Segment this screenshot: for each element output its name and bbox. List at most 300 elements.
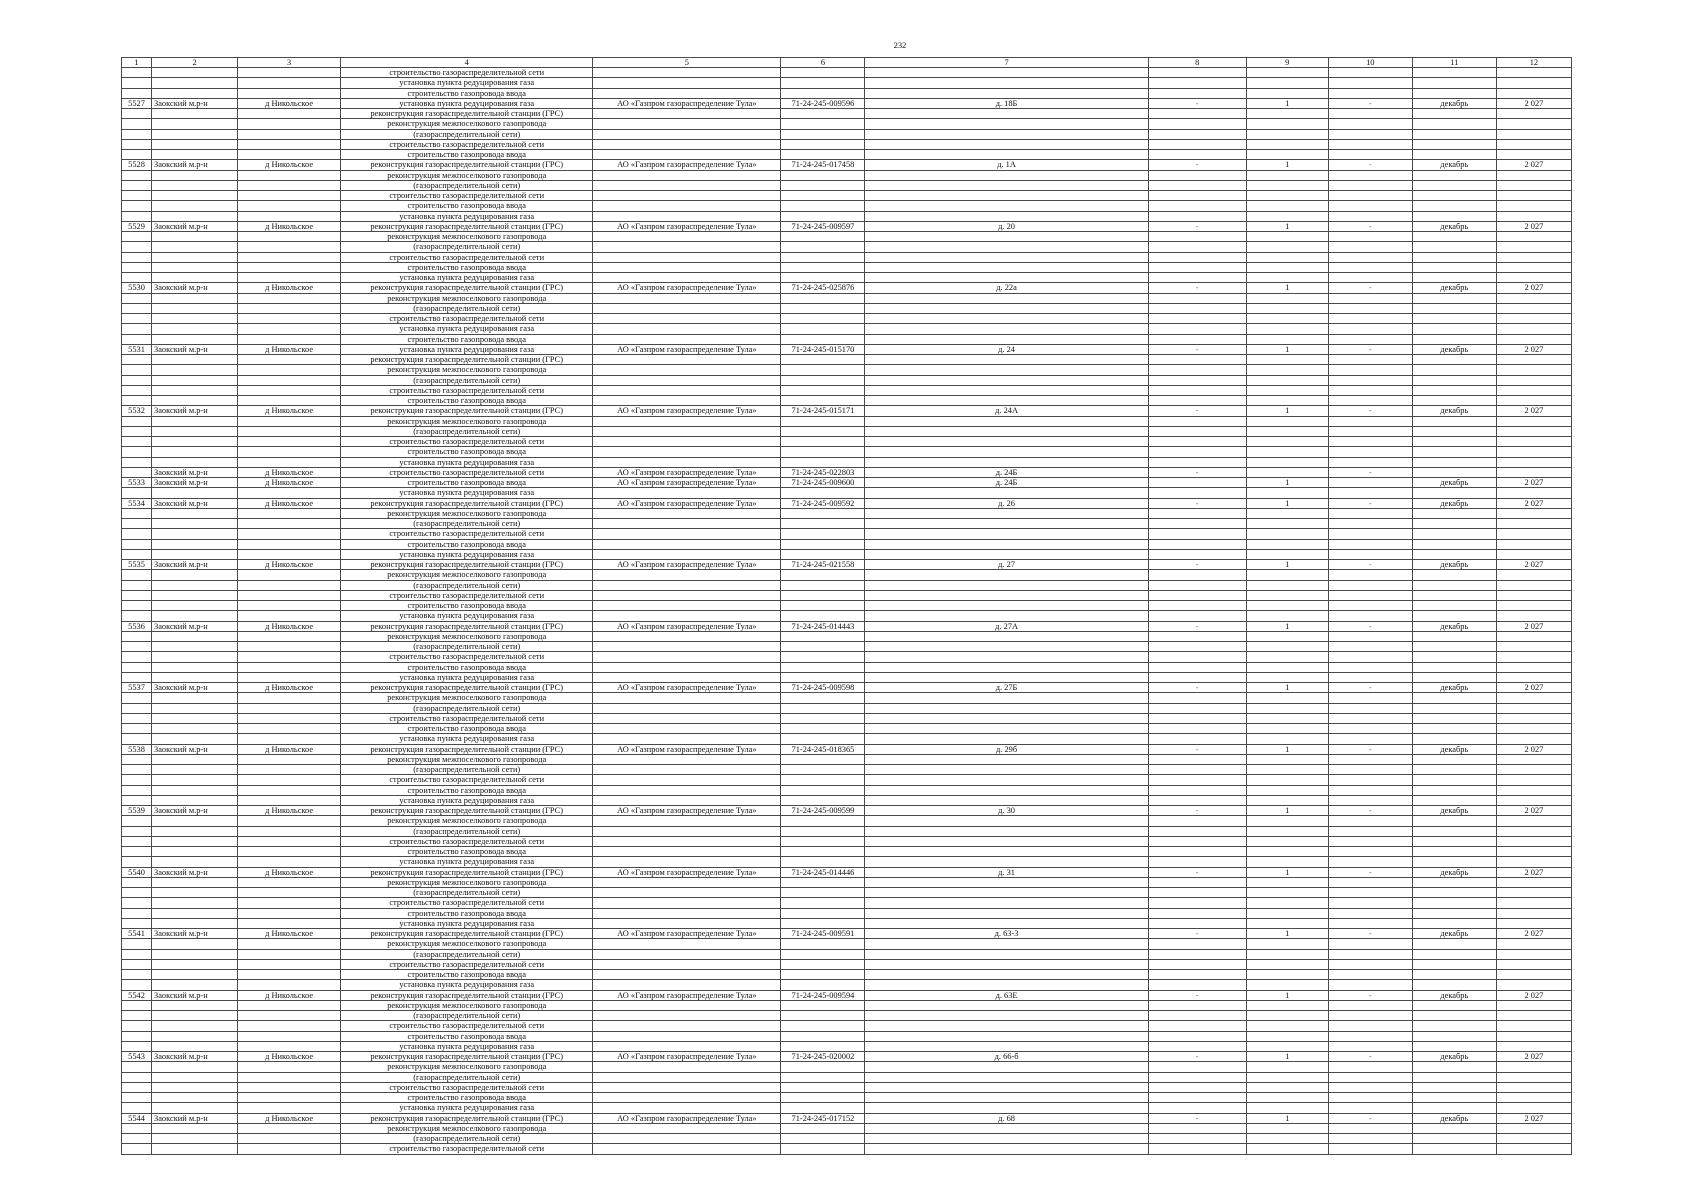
- month-cell: [1412, 980, 1496, 990]
- col-9-value-cell: [1246, 129, 1328, 139]
- address-cell: [865, 734, 1148, 744]
- organization-cell: [593, 437, 781, 447]
- address-cell: [865, 795, 1148, 805]
- address-cell: [865, 191, 1148, 201]
- table-row: [122, 918, 1572, 928]
- month-cell: [1412, 273, 1496, 283]
- district-cell: [152, 355, 238, 365]
- col-9-value-cell: [1246, 78, 1328, 88]
- table-row: [122, 816, 1572, 826]
- table-row: [122, 375, 1572, 385]
- month-cell: [1412, 1021, 1496, 1031]
- year-cell: [1496, 888, 1571, 898]
- address-cell: [865, 262, 1148, 272]
- col-10-value-cell: [1328, 252, 1412, 262]
- organization-cell: [593, 754, 781, 764]
- row-number-cell: 5534: [122, 498, 152, 508]
- work-type-cell: строительство газопровода ввода: [341, 601, 593, 611]
- address-cell: [865, 365, 1148, 375]
- organization-cell: [593, 1011, 781, 1021]
- year-cell: [1496, 334, 1571, 344]
- col-8-value-cell: [1148, 529, 1246, 539]
- work-type-cell: реконструкция газораспределительной станции (ГРС): [341, 929, 593, 939]
- organization-cell: [593, 519, 781, 529]
- settlement-cell: [238, 1072, 341, 1082]
- object-code-cell: [781, 1062, 865, 1072]
- address-cell: [865, 662, 1148, 672]
- year-cell: [1496, 129, 1571, 139]
- work-type-cell: строительство газораспределительной сети: [341, 314, 593, 324]
- col-10-value-cell: [1328, 816, 1412, 826]
- col-10-value-cell: [1328, 775, 1412, 785]
- row-number-cell: [122, 467, 152, 477]
- district-cell: [152, 642, 238, 652]
- district-cell: [152, 765, 238, 775]
- address-cell: д. 31: [865, 867, 1148, 877]
- work-type-cell: реконструкция газораспределительной станции (ГРС): [341, 283, 593, 293]
- table-row: [122, 211, 1572, 221]
- address-cell: [865, 334, 1148, 344]
- organization-cell: [593, 734, 781, 744]
- settlement-cell: [238, 1000, 341, 1010]
- address-cell: [865, 119, 1148, 129]
- col-8-value-cell: [1148, 642, 1246, 652]
- year-cell: [1496, 713, 1571, 723]
- col-8-value-cell: [1148, 939, 1246, 949]
- district-cell: [152, 888, 238, 898]
- organization-cell: [593, 262, 781, 272]
- col-10-value-cell: [1328, 939, 1412, 949]
- col-10-value-cell: [1328, 539, 1412, 549]
- settlement-cell: д Никольское: [238, 344, 341, 354]
- organization-cell: [593, 713, 781, 723]
- year-cell: [1496, 631, 1571, 641]
- table-row: [122, 929, 1572, 939]
- table-row: [122, 1041, 1572, 1051]
- table-row: [122, 119, 1572, 129]
- col-9-value-cell: 1: [1246, 1113, 1328, 1123]
- table-row: [122, 939, 1572, 949]
- row-number-cell: [122, 262, 152, 272]
- month-cell: [1412, 447, 1496, 457]
- row-number-cell: 5539: [122, 806, 152, 816]
- month-cell: [1412, 652, 1496, 662]
- month-cell: [1412, 795, 1496, 805]
- col-8-value-cell: -: [1148, 1052, 1246, 1062]
- col-10-value-cell: [1328, 334, 1412, 344]
- col-8-value-cell: [1148, 1021, 1246, 1031]
- month-cell: [1412, 232, 1496, 242]
- object-code-cell: [781, 519, 865, 529]
- settlement-cell: [238, 1062, 341, 1072]
- col-10-value-cell: [1328, 1011, 1412, 1021]
- col-9-value-cell: [1246, 447, 1328, 457]
- district-cell: [152, 396, 238, 406]
- year-cell: [1496, 642, 1571, 652]
- work-type-cell: установка пункта редуцирования газа: [341, 488, 593, 498]
- district-cell: [152, 724, 238, 734]
- settlement-cell: [238, 88, 341, 98]
- district-cell: [152, 109, 238, 119]
- col-9-value-cell: [1246, 980, 1328, 990]
- object-code-cell: [781, 970, 865, 980]
- col-8-value-cell: -: [1148, 744, 1246, 754]
- object-code-cell: [781, 775, 865, 785]
- work-type-cell: (газораспределительной сети): [341, 375, 593, 385]
- settlement-cell: [238, 355, 341, 365]
- row-number-cell: [122, 314, 152, 324]
- object-code-cell: [781, 396, 865, 406]
- organization-cell: [593, 775, 781, 785]
- col-8-value-cell: [1148, 590, 1246, 600]
- work-type-cell: реконструкция газораспределительной станции (ГРС): [341, 406, 593, 416]
- month-cell: [1412, 724, 1496, 734]
- district-cell: [152, 939, 238, 949]
- year-cell: 2 027: [1496, 1113, 1571, 1123]
- col-8-value-cell: [1148, 273, 1246, 283]
- year-cell: 2 027: [1496, 1052, 1571, 1062]
- year-cell: [1496, 693, 1571, 703]
- work-type-cell: (газораспределительной сети): [341, 703, 593, 713]
- year-cell: 2 027: [1496, 98, 1571, 108]
- address-cell: [865, 1021, 1148, 1031]
- district-cell: [152, 314, 238, 324]
- object-code-cell: [781, 642, 865, 652]
- col-10-value-cell: [1328, 888, 1412, 898]
- work-type-cell: (газораспределительной сети): [341, 242, 593, 252]
- district-cell: [152, 601, 238, 611]
- object-code-cell: [781, 262, 865, 272]
- settlement-cell: [238, 877, 341, 887]
- address-cell: [865, 139, 1148, 149]
- month-cell: [1412, 365, 1496, 375]
- col-9-value-cell: [1246, 1082, 1328, 1092]
- district-cell: [152, 1123, 238, 1133]
- work-type-cell: установка пункта редуцирования газа: [341, 980, 593, 990]
- col-8-value-cell: [1148, 355, 1246, 365]
- month-cell: [1412, 580, 1496, 590]
- month-cell: [1412, 549, 1496, 559]
- year-cell: [1496, 611, 1571, 621]
- col-10-value-cell: -: [1328, 406, 1412, 416]
- organization-cell: [593, 888, 781, 898]
- address-cell: [865, 765, 1148, 775]
- month-cell: [1412, 959, 1496, 969]
- row-number-cell: [122, 519, 152, 529]
- address-cell: [865, 314, 1148, 324]
- settlement-cell: [238, 1011, 341, 1021]
- organization-cell: [593, 857, 781, 867]
- col-8-value-cell: [1148, 775, 1246, 785]
- address-cell: [865, 1134, 1148, 1144]
- address-cell: д. 1А: [865, 160, 1148, 170]
- work-type-cell: строительство газопровода ввода: [341, 478, 593, 488]
- organization-cell: АО «Газпром газораспределение Тула»: [593, 498, 781, 508]
- district-cell: [152, 847, 238, 857]
- month-cell: декабрь: [1412, 406, 1496, 416]
- table-row: [122, 683, 1572, 693]
- row-number-cell: [122, 785, 152, 795]
- settlement-cell: [238, 918, 341, 928]
- object-code-cell: [781, 324, 865, 334]
- row-number-cell: [122, 877, 152, 887]
- row-number-cell: [122, 611, 152, 621]
- col-8-value-cell: [1148, 78, 1246, 88]
- work-type-cell: строительство газопровода ввода: [341, 970, 593, 980]
- col-8-value-cell: [1148, 437, 1246, 447]
- organization-cell: АО «Газпром газораспределение Тула»: [593, 406, 781, 416]
- row-number-cell: [122, 365, 152, 375]
- organization-cell: [593, 590, 781, 600]
- month-cell: [1412, 590, 1496, 600]
- settlement-cell: [238, 529, 341, 539]
- district-cell: Заокский м.р-н: [152, 344, 238, 354]
- month-cell: [1412, 939, 1496, 949]
- year-cell: 2 027: [1496, 560, 1571, 570]
- col-10-value-cell: [1328, 293, 1412, 303]
- col-10-value-cell: [1328, 857, 1412, 867]
- col-8-value-cell: -: [1148, 621, 1246, 631]
- year-cell: [1496, 703, 1571, 713]
- object-code-cell: 71-24-245-014446: [781, 867, 865, 877]
- work-type-cell: строительство газопровода ввода: [341, 724, 593, 734]
- table-row: [122, 570, 1572, 580]
- district-cell: [152, 898, 238, 908]
- settlement-cell: [238, 580, 341, 590]
- year-cell: [1496, 293, 1571, 303]
- row-number-cell: 5536: [122, 621, 152, 631]
- organization-cell: [593, 959, 781, 969]
- work-type-cell: реконструкция межпоселкового газопровода: [341, 631, 593, 641]
- row-number-cell: 5531: [122, 344, 152, 354]
- address-cell: [865, 1041, 1148, 1051]
- table-row: [122, 457, 1572, 467]
- row-number-cell: [122, 652, 152, 662]
- row-number-cell: [122, 139, 152, 149]
- col-8-value-cell: [1148, 713, 1246, 723]
- col-10-value-cell: [1328, 232, 1412, 242]
- object-code-cell: 71-24-245-009596: [781, 98, 865, 108]
- year-cell: [1496, 303, 1571, 313]
- district-cell: [152, 437, 238, 447]
- col-8-value-cell: [1148, 672, 1246, 682]
- year-cell: [1496, 847, 1571, 857]
- address-cell: [865, 303, 1148, 313]
- organization-cell: [593, 611, 781, 621]
- table-row: [122, 980, 1572, 990]
- district-cell: [152, 980, 238, 990]
- object-code-cell: [781, 877, 865, 887]
- object-code-cell: 71-24-245-017152: [781, 1113, 865, 1123]
- col-9-value-cell: 1: [1246, 1052, 1328, 1062]
- settlement-cell: [238, 826, 341, 836]
- col-10-value-cell: -: [1328, 283, 1412, 293]
- col-9-value-cell: [1246, 180, 1328, 190]
- year-cell: [1496, 375, 1571, 385]
- col-9-value-cell: 1: [1246, 221, 1328, 231]
- settlement-cell: [238, 232, 341, 242]
- address-cell: [865, 1000, 1148, 1010]
- col-10-value-cell: [1328, 652, 1412, 662]
- address-cell: [865, 457, 1148, 467]
- address-cell: [865, 713, 1148, 723]
- row-number-cell: [122, 447, 152, 457]
- object-code-cell: [781, 170, 865, 180]
- row-number-cell: [122, 1031, 152, 1041]
- col-10-value-cell: -: [1328, 467, 1412, 477]
- col-8-value-cell: [1148, 631, 1246, 641]
- year-cell: [1496, 601, 1571, 611]
- address-cell: [865, 68, 1148, 78]
- work-type-cell: строительство газораспределительной сети: [341, 652, 593, 662]
- column-number: 2: [152, 58, 238, 68]
- organization-cell: АО «Газпром газораспределение Тула»: [593, 683, 781, 693]
- month-cell: [1412, 303, 1496, 313]
- organization-cell: [593, 898, 781, 908]
- address-cell: [865, 898, 1148, 908]
- work-type-cell: строительство газораспределительной сети: [341, 959, 593, 969]
- month-cell: [1412, 570, 1496, 580]
- row-number-cell: [122, 765, 152, 775]
- settlement-cell: д Никольское: [238, 1113, 341, 1123]
- year-cell: [1496, 908, 1571, 918]
- address-cell: [865, 447, 1148, 457]
- year-cell: 2 027: [1496, 160, 1571, 170]
- work-type-cell: строительство газопровода ввода: [341, 396, 593, 406]
- organization-cell: [593, 488, 781, 498]
- table-row: [122, 775, 1572, 785]
- col-8-value-cell: [1148, 375, 1246, 385]
- col-8-value-cell: [1148, 1072, 1246, 1082]
- col-10-value-cell: [1328, 590, 1412, 600]
- row-number-cell: 5528: [122, 160, 152, 170]
- settlement-cell: д Никольское: [238, 1052, 341, 1062]
- organization-cell: [593, 601, 781, 611]
- table-row: [122, 273, 1572, 283]
- col-9-value-cell: 1: [1246, 990, 1328, 1000]
- col-10-value-cell: [1328, 601, 1412, 611]
- organization-cell: [593, 396, 781, 406]
- table-row: [122, 539, 1572, 549]
- month-cell: декабрь: [1412, 478, 1496, 488]
- settlement-cell: д Никольское: [238, 560, 341, 570]
- table-row: [122, 990, 1572, 1000]
- year-cell: [1496, 1000, 1571, 1010]
- table-row: [122, 1113, 1572, 1123]
- col-9-value-cell: [1246, 970, 1328, 980]
- object-code-cell: 71-24-245-021558: [781, 560, 865, 570]
- year-cell: [1496, 785, 1571, 795]
- col-9-value-cell: 1: [1246, 478, 1328, 488]
- address-cell: [865, 539, 1148, 549]
- col-8-value-cell: [1148, 1011, 1246, 1021]
- work-type-cell: (газораспределительной сети): [341, 765, 593, 775]
- year-cell: 2 027: [1496, 683, 1571, 693]
- object-code-cell: [781, 734, 865, 744]
- col-8-value-cell: [1148, 252, 1246, 262]
- district-cell: [152, 570, 238, 580]
- district-cell: [152, 1011, 238, 1021]
- district-cell: [152, 180, 238, 190]
- col-9-value-cell: [1246, 211, 1328, 221]
- district-cell: [152, 652, 238, 662]
- col-10-value-cell: [1328, 109, 1412, 119]
- table-row: [122, 385, 1572, 395]
- settlement-cell: [238, 959, 341, 969]
- work-type-cell: реконструкция газораспределительной станции (ГРС): [341, 221, 593, 231]
- work-type-cell: строительство газораспределительной сети: [341, 1144, 593, 1154]
- district-cell: [152, 580, 238, 590]
- work-type-cell: реконструкция межпоселкового газопровода: [341, 816, 593, 826]
- col-9-value-cell: [1246, 754, 1328, 764]
- col-10-value-cell: [1328, 129, 1412, 139]
- district-cell: [152, 1072, 238, 1082]
- row-number-cell: [122, 416, 152, 426]
- settlement-cell: [238, 1021, 341, 1031]
- address-cell: [865, 652, 1148, 662]
- col-10-value-cell: [1328, 908, 1412, 918]
- settlement-cell: [238, 1103, 341, 1113]
- table-row: [122, 426, 1572, 436]
- col-9-value-cell: [1246, 539, 1328, 549]
- organization-cell: [593, 549, 781, 559]
- col-9-value-cell: [1246, 519, 1328, 529]
- work-type-cell: реконструкция межпоселкового газопровода: [341, 570, 593, 580]
- column-number: 5: [593, 58, 781, 68]
- object-code-cell: [781, 355, 865, 365]
- table-row: [122, 314, 1572, 324]
- organization-cell: [593, 918, 781, 928]
- district-cell: [152, 426, 238, 436]
- district-cell: Заокский м.р-н: [152, 990, 238, 1000]
- month-cell: [1412, 150, 1496, 160]
- row-number-cell: [122, 1041, 152, 1051]
- col-9-value-cell: [1246, 232, 1328, 242]
- object-code-cell: [781, 119, 865, 129]
- object-code-cell: [781, 611, 865, 621]
- month-cell: [1412, 293, 1496, 303]
- work-type-cell: строительство газопровода ввода: [341, 88, 593, 98]
- row-number-cell: [122, 847, 152, 857]
- district-cell: [152, 754, 238, 764]
- col-8-value-cell: [1148, 1082, 1246, 1092]
- address-cell: [865, 888, 1148, 898]
- address-cell: [865, 232, 1148, 242]
- work-type-cell: реконструкция газораспределительной станции (ГРС): [341, 498, 593, 508]
- settlement-cell: [238, 396, 341, 406]
- organization-cell: [593, 908, 781, 918]
- month-cell: декабрь: [1412, 160, 1496, 170]
- work-type-cell: (газораспределительной сети): [341, 826, 593, 836]
- organization-cell: [593, 642, 781, 652]
- organization-cell: АО «Газпром газораспределение Тула»: [593, 478, 781, 488]
- address-cell: [865, 1123, 1148, 1133]
- work-type-cell: установка пункта редуцирования газа: [341, 78, 593, 88]
- work-type-cell: установка пункта редуцирования газа: [341, 273, 593, 283]
- col-8-value-cell: [1148, 314, 1246, 324]
- col-8-value-cell: [1148, 847, 1246, 857]
- district-cell: Заокский м.р-н: [152, 467, 238, 477]
- settlement-cell: [238, 262, 341, 272]
- object-code-cell: 71-24-245-009591: [781, 929, 865, 939]
- table-row: [122, 344, 1572, 354]
- col-9-value-cell: [1246, 150, 1328, 160]
- organization-cell: [593, 826, 781, 836]
- month-cell: [1412, 898, 1496, 908]
- object-code-cell: [781, 447, 865, 457]
- object-code-cell: 71-24-245-009598: [781, 683, 865, 693]
- row-number-cell: [122, 457, 152, 467]
